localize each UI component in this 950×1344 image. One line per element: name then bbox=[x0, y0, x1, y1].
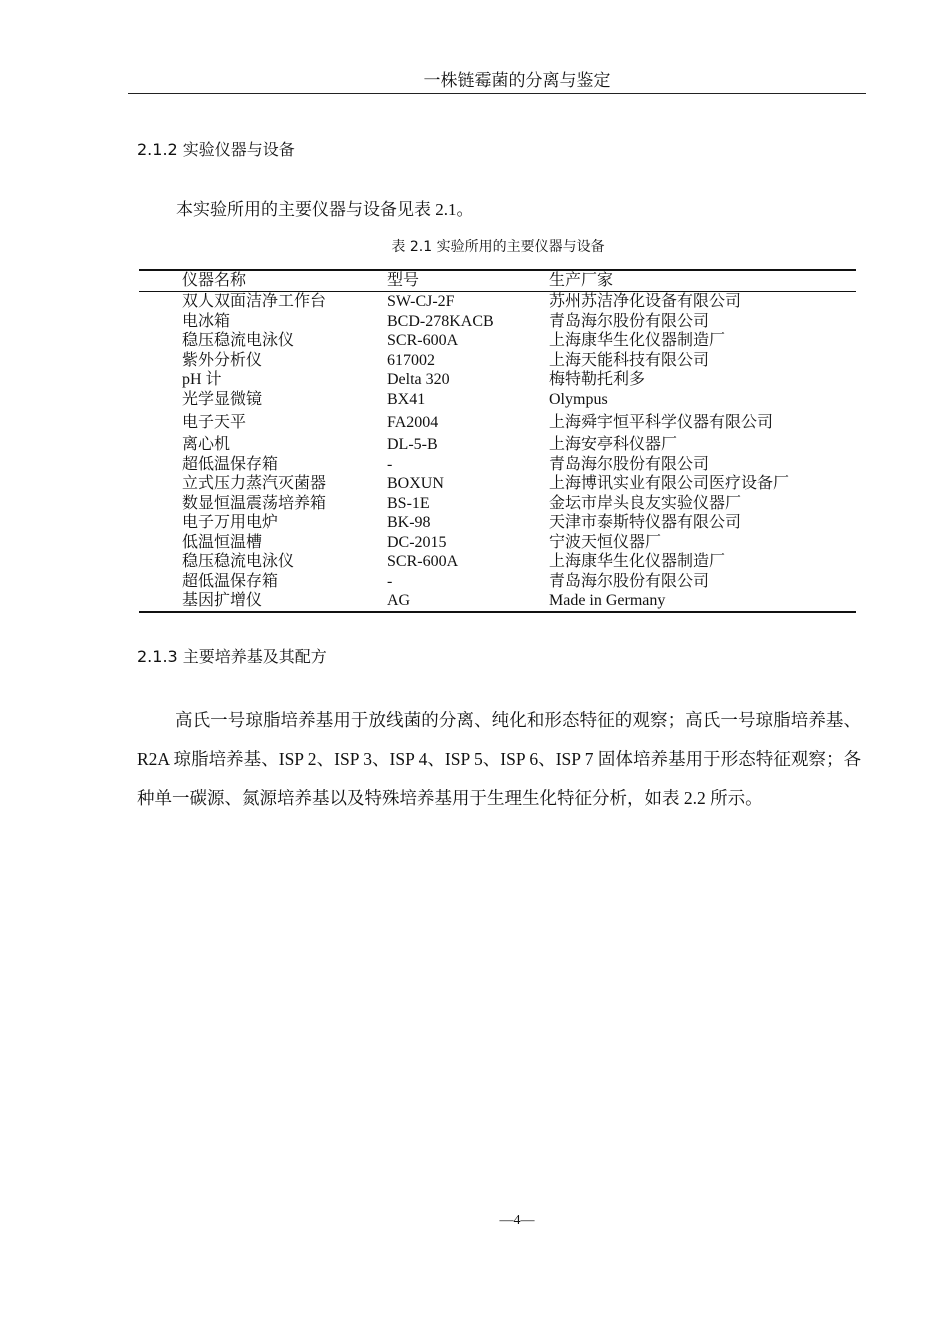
cell-manufacturer: Olympus bbox=[549, 390, 608, 408]
cell-model: AG bbox=[387, 592, 411, 609]
cell-manufacturer: 上海康华生化仪器制造厂 bbox=[549, 332, 726, 349]
running-header: 一株链霉菌的分离与鉴定 bbox=[128, 70, 866, 94]
column-header-model: 型号 bbox=[387, 271, 549, 292]
table-row bbox=[139, 591, 856, 611]
cell-manufacturer: Made in Germany bbox=[549, 592, 666, 609]
cell-model: SCR-600A bbox=[387, 553, 459, 570]
cell-instrument-name: 超低温保存箱 bbox=[182, 572, 279, 590]
cell-manufacturer: 青岛海尔股份有限公司 bbox=[549, 572, 710, 590]
cell-instrument-name: 电冰箱 bbox=[182, 312, 231, 330]
cell-manufacturer: 金坛市岸头良友实验仪器厂 bbox=[549, 494, 742, 512]
table-row bbox=[139, 455, 856, 475]
cell-instrument-name: 双人双面洁净工作台 bbox=[182, 293, 327, 310]
cell-model: - bbox=[387, 455, 393, 473]
cell-manufacturer: 天津市泰斯特仪器有限公司 bbox=[549, 514, 742, 531]
cell-model: BCD-278KACB bbox=[387, 312, 494, 330]
table-row bbox=[139, 351, 856, 371]
section-heading-2-1-3: 2.1.3 主要培养基及其配方 bbox=[137, 647, 327, 666]
table-row bbox=[139, 572, 856, 592]
cell-model: SW-CJ-2F bbox=[387, 293, 455, 310]
cell-manufacturer: 梅特勒托利多 bbox=[549, 371, 646, 388]
cell-instrument-name: 超低温保存箱 bbox=[182, 455, 279, 473]
cell-manufacturer: 上海博讯实业有限公司医疗设备厂 bbox=[549, 475, 790, 492]
table-row bbox=[139, 390, 856, 410]
table-body bbox=[139, 292, 856, 611]
cell-model: SCR-600A bbox=[387, 332, 459, 349]
cell-instrument-name: 立式压力蒸汽灭菌器 bbox=[182, 475, 327, 492]
table-row bbox=[139, 292, 856, 312]
table-row bbox=[139, 331, 856, 351]
page-number: —4— bbox=[499, 1213, 535, 1228]
table-row bbox=[139, 513, 856, 533]
cell-instrument-name: 光学显微镜 bbox=[182, 390, 263, 408]
cell-manufacturer: 上海天能科技有限公司 bbox=[549, 351, 710, 369]
table-header-row bbox=[139, 271, 856, 292]
table-row bbox=[139, 312, 856, 332]
cell-instrument-name: 电子天平 bbox=[182, 414, 247, 431]
cell-instrument-name: 基因扩增仪 bbox=[182, 592, 263, 609]
cell-model: 617002 bbox=[387, 351, 435, 369]
cell-manufacturer: 青岛海尔股份有限公司 bbox=[549, 312, 710, 330]
cell-model: DL-5-B bbox=[387, 436, 438, 453]
cell-model: BOXUN bbox=[387, 475, 444, 492]
cell-manufacturer: 宁波天恒仪器厂 bbox=[549, 533, 662, 551]
intro-paragraph: 本实验所用的主要仪器与设备见表 2.1。 bbox=[176, 200, 474, 219]
cell-model: BK-98 bbox=[387, 514, 431, 531]
table-row bbox=[139, 409, 856, 435]
cell-manufacturer: 上海舜宇恒平科学仪器有限公司 bbox=[549, 414, 774, 431]
cell-instrument-name: 离心机 bbox=[182, 436, 231, 453]
cell-instrument-name: 数显恒温震荡培养箱 bbox=[182, 494, 327, 512]
cell-manufacturer: 苏州苏洁净化设备有限公司 bbox=[549, 293, 742, 310]
table-row bbox=[139, 494, 856, 514]
column-header-name: 仪器名称 bbox=[139, 271, 387, 292]
table-row bbox=[139, 533, 856, 553]
table-row bbox=[139, 474, 856, 494]
cell-instrument-name: 稳压稳流电泳仪 bbox=[182, 553, 295, 570]
cell-model: DC-2015 bbox=[387, 533, 447, 551]
table-caption: 表 2.1 实验所用的主要仪器与设备 bbox=[391, 239, 605, 255]
cell-instrument-name: 电子万用电炉 bbox=[182, 514, 279, 531]
cell-model: FA2004 bbox=[387, 414, 439, 431]
column-header-manufacturer: 生产厂家 bbox=[549, 271, 856, 292]
section-heading-2-1-2: 2.1.2 实验仪器与设备 bbox=[137, 140, 295, 159]
body-paragraph: 高氏一号琼脂培养基用于放线菌的分离、纯化和形态特征的观察；高氏一号琼脂培养基、R2A 琼脂培养基、ISP 2、ISP 3、ISP 4、ISP 5、ISP 6、ISP 7 固体培养基用于形态特征观察；各种单一碳源、氮源培养基以及特殊培养基用于生理生化特征分析，如表 2.2 所示。 bbox=[137, 710, 861, 808]
table-row bbox=[139, 552, 856, 572]
equipment-table bbox=[139, 269, 856, 613]
cell-manufacturer: 青岛海尔股份有限公司 bbox=[549, 455, 710, 473]
cell-model: BX41 bbox=[387, 390, 426, 408]
cell-manufacturer: 上海安亭科仪器厂 bbox=[549, 436, 678, 453]
cell-model: Delta 320 bbox=[387, 371, 450, 388]
cell-instrument-name: 紫外分析仪 bbox=[182, 351, 263, 369]
cell-instrument-name: pH 计 bbox=[182, 371, 222, 388]
cell-instrument-name: 稳压稳流电泳仪 bbox=[182, 332, 295, 349]
table-row bbox=[139, 370, 856, 390]
cell-model: BS-1E bbox=[387, 494, 430, 512]
cell-manufacturer: 上海康华生化仪器制造厂 bbox=[549, 553, 726, 570]
cell-instrument-name: 低温恒温槽 bbox=[182, 533, 263, 551]
cell-model: - bbox=[387, 572, 393, 590]
table-row bbox=[139, 435, 856, 455]
